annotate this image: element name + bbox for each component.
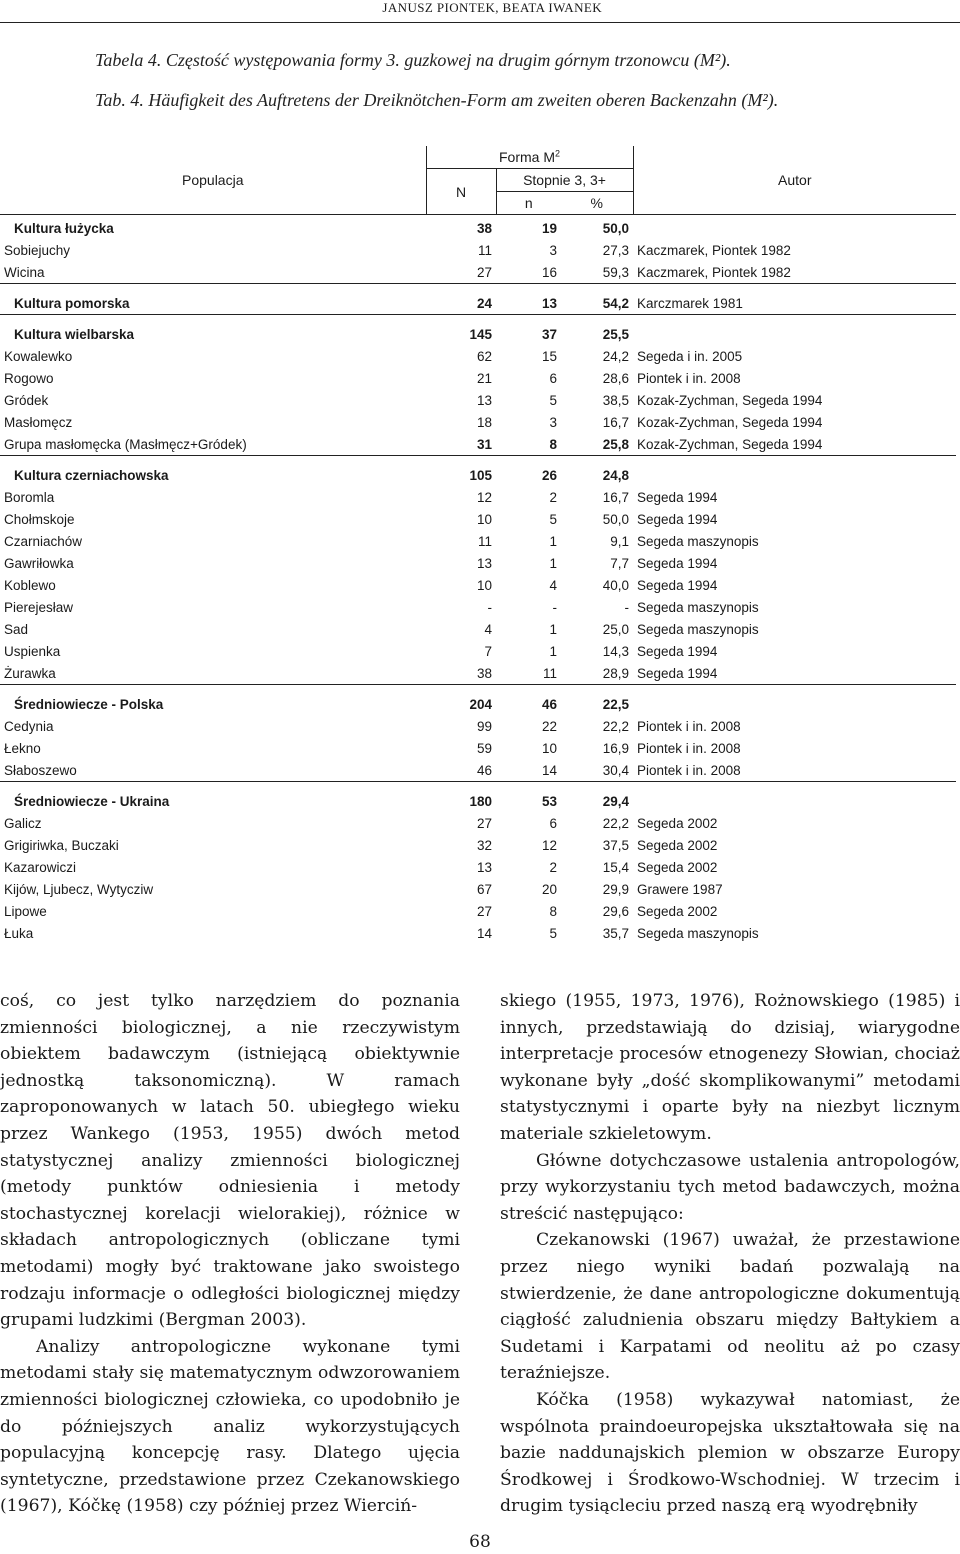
cell-n-total: 62 <box>476 348 492 364</box>
site-name: Boromla <box>4 489 55 505</box>
cell-author: Segeda 2002 <box>637 859 718 875</box>
table-row <box>0 715 956 737</box>
cell-percent: 14,3 <box>602 643 630 659</box>
site-name: Żurawka <box>4 665 56 681</box>
site-name: Sobiejuchy <box>4 242 71 258</box>
cell-percent: 37,5 <box>602 837 630 853</box>
cell-percent: 50,0 <box>602 511 630 527</box>
cell-n-total: 38 <box>476 220 492 236</box>
cell-percent: 16,9 <box>602 740 630 756</box>
group-name: Średniowiecze - Polska <box>0 685 426 716</box>
table-row <box>0 856 956 878</box>
cell-n-total: 67 <box>476 881 492 897</box>
table-row <box>0 878 956 900</box>
cell-percent: 22,2 <box>602 815 630 831</box>
cell-author: Segeda maszynopis <box>637 925 759 941</box>
cell-n-sub: 6 <box>549 815 557 831</box>
cell-n-sub: 10 <box>541 740 557 756</box>
header-stopnie: Stopnie 3, 3+ <box>496 169 633 192</box>
cell-n-total: - <box>487 599 492 615</box>
cell-percent: 29,6 <box>602 903 630 919</box>
cell-author: Segeda maszynopis <box>637 599 759 615</box>
cell-n-total: 7 <box>484 643 492 659</box>
cell-n-sub: 26 <box>496 456 561 487</box>
table-row <box>0 834 956 856</box>
cell-n-sub: 1 <box>549 533 557 549</box>
header-n-total: N <box>426 169 496 215</box>
cell-percent: 28,9 <box>602 665 630 681</box>
header-populacja: Populacja <box>0 146 426 215</box>
cell-n-total: 27 <box>476 264 492 280</box>
cell-percent: 16,7 <box>602 414 630 430</box>
cell-author: Segeda 1994 <box>637 665 718 681</box>
site-name: Masłomęcz <box>4 414 73 430</box>
cell-n-sub: 2 <box>549 859 557 875</box>
cell-author: Piontek i in. 2008 <box>637 740 741 756</box>
paragraph: skiego (1955, 1973, 1976), Rożnowskiego (1985) i innych, przedstawiają do dzisiaj, wiarygodne interpretacje procesów etnogenezy Słowian, chociaż wykonane były „dość skomplikowanymi” metodami statystycznymi i oparte były na niezbyt licznym materiale szkieletowym. <box>500 991 960 1144</box>
cell-author: Kaczmarek, Piontek 1982 <box>637 242 791 258</box>
group-row <box>0 215 956 240</box>
cell-n-sub: 3 <box>549 414 557 430</box>
group-name: Średniowiecze - Ukraina <box>0 782 426 813</box>
cell-author: Segeda 1994 <box>637 555 718 571</box>
cell-n-total: 24 <box>426 284 496 315</box>
cell-n-total: 13 <box>476 392 492 408</box>
cell-percent: 38,5 <box>602 392 630 408</box>
site-name: Czarniachów <box>4 533 83 549</box>
cell-author: Kozak-Zychman, Segeda 1994 <box>637 414 823 430</box>
cell-author: Segeda maszynopis <box>637 621 759 637</box>
cell-n-total: 12 <box>476 489 492 505</box>
cell-n-sub: 5 <box>549 925 557 941</box>
table-body <box>0 215 956 945</box>
cell-n-total: 14 <box>476 925 492 941</box>
cell-author <box>633 782 956 813</box>
site-name: Lipowe <box>4 903 47 919</box>
cell-n-total: 99 <box>476 718 492 734</box>
paragraph: coś, co jest tylko narzędziem do poznania zmienności biologicznej, a nie rzeczywistym obiektem badawczym (istniejącą obiektywnie jednostką taksonomiczną). W ramach zaproponowanych w latach 50. ubiegłego wieku przez Wankego (1953, 1955) dwóch metod statystycznej analizy zmienności biologicznej (metody punktów odniesienia i metody stochastycznej korelacji wielorakiej), różnice w składach antropologicznych (obliczane tymi metodami) mogły być traktowane jako swoistego rodzaju informacje o odległości biologicznej między grupami ludzkimi (Bergman 2003). <box>0 991 460 1331</box>
cell-n-total: 18 <box>476 414 492 430</box>
running-head <box>0 0 960 23</box>
header-n-sub: n <box>496 192 561 215</box>
cell-author: Piontek i in. 2008 <box>637 762 741 778</box>
group-row <box>0 315 956 346</box>
site-name: Słaboszewo <box>4 762 77 778</box>
cell-n-sub: 5 <box>549 392 557 408</box>
cell-author: Segeda 1994 <box>637 577 718 593</box>
table-caption-polish: Tabela 4. Częstość występowania formy 3. guzkowej na drugim górnym trzonowcu (M²). <box>95 50 731 70</box>
cell-percent: 35,7 <box>602 925 630 941</box>
site-name: Sad <box>4 621 29 637</box>
cell-n-total: 145 <box>426 315 496 346</box>
table-row <box>0 345 956 367</box>
site-name: Galicz <box>4 815 42 831</box>
paragraph: Kóčka (1958) wykazywał natomiast, że wspólnota praindoeuropejska ukształtowała się na bazie naddunajskich plemion w obszarze Europy Środkowej i Środkowo-Wschodniej. W trzecim i drugim tysiącleciu przed naszą erą wyodrębniły <box>500 1389 960 1517</box>
cell-percent: 54,2 <box>561 284 633 315</box>
group-name: Kultura łużycka <box>14 220 114 236</box>
site-name: Grupa masłomęcka (Masłmęcz+Gródek) <box>4 436 247 452</box>
cell-percent: 27,3 <box>602 242 630 258</box>
cell-n-total: 10 <box>476 577 492 593</box>
group-row <box>0 782 956 813</box>
body-column-left <box>0 988 460 1520</box>
cell-n-sub: 8 <box>549 436 557 452</box>
site-name: Rogowo <box>4 370 54 386</box>
cell-percent: - <box>624 599 630 615</box>
body-column-right <box>500 988 960 1520</box>
cell-percent: 29,4 <box>561 782 633 813</box>
table-row <box>0 640 956 662</box>
table-row <box>0 812 956 834</box>
cell-n-sub: 16 <box>541 264 557 280</box>
cell-author: Piontek i in. 2008 <box>637 370 741 386</box>
cell-n-sub: 11 <box>542 665 557 681</box>
cell-author <box>633 215 956 240</box>
cell-n-total: 21 <box>476 370 492 386</box>
site-name: Grigiriwka, Buczaki <box>4 837 119 853</box>
cell-author: Piontek i in. 2008 <box>637 718 741 734</box>
cell-n-sub: 20 <box>541 881 557 897</box>
cell-author: Segeda 2002 <box>637 837 718 853</box>
cell-percent: 30,4 <box>602 762 630 778</box>
table-row <box>0 411 956 433</box>
cell-percent: 22,2 <box>602 718 630 734</box>
cell-n-total: 4 <box>484 621 492 637</box>
paragraph: Analizy antropologiczne wykonane tymi metodami stały się matematycznym odwzorowaniem zmienności biologicznej człowieka, co upodobniło je do późniejszych analiz wykorzystujących populacyjną koncepcję rasy. Dlatego ujęcia syntetyczne, przedstawione przez Czekanowskiego (1967), Kóčkę (1958) czy później przez Wierciń- <box>0 1336 460 1517</box>
cell-author <box>633 456 956 487</box>
cell-author: Segeda i in. 2005 <box>637 348 743 364</box>
cell-percent: 9,1 <box>610 533 630 549</box>
cell-percent: 25,0 <box>602 621 630 637</box>
table-row <box>0 737 956 759</box>
site-name: Wicina <box>4 264 45 280</box>
site-name: Łuka <box>4 925 34 941</box>
cell-n-total: 13 <box>476 555 492 571</box>
group-name: Kultura wielbarska <box>0 315 426 346</box>
cell-author: Karczmarek 1981 <box>633 284 956 315</box>
table-row <box>0 596 956 618</box>
cell-n-sub: 1 <box>549 555 557 571</box>
table-row <box>0 552 956 574</box>
cell-n-sub: 12 <box>541 837 557 853</box>
cell-n-sub: 22 <box>541 718 557 734</box>
cell-n-sub: 6 <box>549 370 557 386</box>
cell-n-total: 13 <box>476 859 492 875</box>
cell-percent: 59,3 <box>602 264 630 280</box>
site-name: Gawriłowka <box>4 555 74 571</box>
cell-n-total: 31 <box>476 436 492 452</box>
cell-n-sub: 14 <box>541 762 557 778</box>
cell-author: Segeda 1994 <box>637 489 718 505</box>
cell-percent: 29,9 <box>602 881 630 897</box>
cell-n-sub: 37 <box>496 315 561 346</box>
cell-n-sub: 19 <box>541 220 557 236</box>
cell-percent: 16,7 <box>602 489 630 505</box>
group-name: Kultura pomorska <box>0 284 426 315</box>
cell-n-total: 10 <box>476 511 492 527</box>
table-row <box>0 261 956 284</box>
table-caption-german: Tab. 4. Häufigkeit des Auftretens der Dreiknötchen-Form am zweiten oberen Backenzahn (M²). <box>95 90 779 110</box>
table-row <box>0 239 956 261</box>
table-row <box>0 662 956 685</box>
table-row <box>0 389 956 411</box>
page-number: 68 <box>469 1532 491 1552</box>
cell-n-sub: 2 <box>549 489 557 505</box>
cell-n-total: 204 <box>426 685 496 716</box>
cell-percent: 22,5 <box>561 685 633 716</box>
table-row <box>0 486 956 508</box>
table-row <box>0 367 956 389</box>
table-row <box>0 574 956 596</box>
group-row <box>0 456 956 487</box>
cell-n-total: 59 <box>476 740 492 756</box>
site-name: Chołmskoje <box>4 511 75 527</box>
group-row <box>0 685 956 716</box>
cell-n-sub: 13 <box>496 284 561 315</box>
site-name: Łekno <box>4 740 41 756</box>
group-name: Kultura czerniachowska <box>0 456 426 487</box>
cell-author <box>633 315 956 346</box>
cell-percent: 24,8 <box>561 456 633 487</box>
cell-percent: 25,8 <box>602 436 630 452</box>
cell-author: Segeda 2002 <box>637 815 718 831</box>
table-row <box>0 922 956 944</box>
cell-author: Segeda 1994 <box>637 643 718 659</box>
cell-n-sub: 4 <box>549 577 557 593</box>
cell-percent: 7,7 <box>610 555 630 571</box>
cell-n-total: 38 <box>476 665 492 681</box>
header-autor: Autor <box>633 146 956 215</box>
table-row <box>0 759 956 782</box>
cell-n-sub: - <box>552 599 557 615</box>
cell-n-total: 46 <box>476 762 492 778</box>
site-name: Koblewo <box>4 577 56 593</box>
cell-n-total: 11 <box>477 242 492 258</box>
cell-author: Grawere 1987 <box>637 881 723 897</box>
cell-percent: 40,0 <box>602 577 630 593</box>
header-percent: % <box>561 192 633 215</box>
running-head-authors: JANUSZ PIONTEK, BEATA IWANEK <box>382 0 602 15</box>
cell-n-sub: 15 <box>541 348 557 364</box>
cell-n-sub: 46 <box>496 685 561 716</box>
cell-percent: 15,4 <box>602 859 630 875</box>
cell-n-total: 32 <box>476 837 492 853</box>
cell-n-sub: 3 <box>549 242 557 258</box>
site-name: Kazarowiczi <box>4 859 77 875</box>
cell-n-total: 11 <box>477 533 492 549</box>
table-row <box>0 900 956 922</box>
cell-author <box>633 685 956 716</box>
cell-n-sub: 5 <box>549 511 557 527</box>
cell-n-sub: 8 <box>549 903 557 919</box>
cell-percent: 28,6 <box>602 370 630 386</box>
table-row <box>0 508 956 530</box>
cell-author: Kaczmarek, Piontek 1982 <box>637 264 791 280</box>
cell-n-total: 105 <box>426 456 496 487</box>
cell-n-sub: 1 <box>549 621 557 637</box>
site-name: Uspienka <box>4 643 61 659</box>
cell-percent: 24,2 <box>602 348 630 364</box>
cell-n-sub: 53 <box>496 782 561 813</box>
site-name: Kijów, Ljubecz, Wytycziw <box>4 881 154 897</box>
cell-author: Segeda 1994 <box>637 511 718 527</box>
header-forma: Forma $M^2$ <box>426 146 633 169</box>
cell-n-total: 180 <box>426 782 496 813</box>
paragraph: Główne dotychczasowe ustalenia antropologów, przy wykorzystaniu tych metod badawczych, można streścić następująco: <box>500 1150 960 1224</box>
table-row <box>0 618 956 640</box>
cell-n-sub: 1 <box>549 643 557 659</box>
site-name: Cedynia <box>4 718 54 734</box>
cell-percent: 25,5 <box>561 315 633 346</box>
cell-percent: 50,0 <box>602 220 630 236</box>
table-row <box>0 530 956 552</box>
paragraph: Czekanowski (1967) uważał, że przestawione przez niego wyniki badań pozwalają na stwierdzenie, że dane antropologiczne dokumentują ciągłość zaludnienia obszaru między Bałtykiem a Sudetami i Karpatami od neolitu aż po czasy teraźniejsze. <box>500 1230 960 1384</box>
cell-author: Segeda 2002 <box>637 903 718 919</box>
cell-author: Kozak-Zychman, Segeda 1994 <box>637 392 823 408</box>
site-name: Gródek <box>4 392 49 408</box>
group-row <box>0 284 956 315</box>
data-table <box>0 146 956 944</box>
site-name: Pierejesław <box>4 599 74 615</box>
cell-n-total: 27 <box>476 903 492 919</box>
cell-author: Segeda maszynopis <box>637 533 759 549</box>
table-row <box>0 433 956 456</box>
cell-n-total: 27 <box>476 815 492 831</box>
cell-author: Kozak-Zychman, Segeda 1994 <box>637 436 823 452</box>
site-name: Kowalewko <box>4 348 73 364</box>
